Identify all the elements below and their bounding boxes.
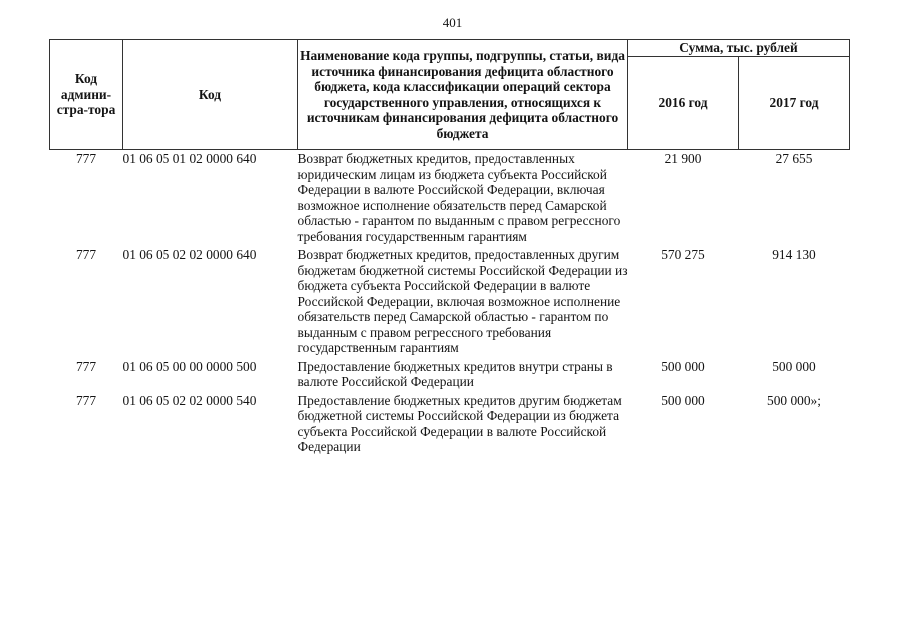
page-number: 401 (442, 15, 463, 30)
cell-2016: 21 900 (664, 151, 702, 166)
cell-admin: 777 (75, 151, 97, 166)
header-year-2016: 2016 год (628, 57, 739, 150)
header-year-2017: 2017 год (739, 57, 850, 150)
cell-admin: 777 (75, 358, 97, 374)
cell-code: 01 06 05 02 02 0000 540 (122, 392, 257, 408)
cell-name: Возврат бюджетных кредитов, предоставленных юридическим лицам из бюджета субъекта Российской Федерации в валюте Российской Федерации, включая возможное исполнение обязательств перед Самарской областью - гарантом по выданным с правом регрессного требования государственным гарантиям (297, 151, 621, 244)
cell-code: 01 06 05 00 00 0000 500 (122, 358, 257, 374)
header-admin-code: Код админи-стра-тора (50, 40, 123, 150)
cell-admin: 777 (75, 247, 97, 262)
header-code: Код (123, 40, 298, 150)
cell-code: 01 06 05 02 02 0000 640 (122, 247, 257, 262)
cell-2017: 500 000»; (767, 392, 821, 408)
cell-name: Предоставление бюджетных кредитов внутри страны в валюте Российской Федерации (297, 358, 613, 389)
header-row-top (50, 40, 850, 57)
cell-code: 01 06 05 01 02 0000 640 (122, 151, 257, 166)
budget-sources-table (49, 39, 850, 458)
cell-2017: 27 655 (775, 151, 813, 166)
cell-2016: 570 275 (661, 247, 705, 262)
cell-2017: 914 130 (772, 247, 816, 262)
table-row (50, 247, 850, 359)
table-row (50, 150, 850, 248)
table-body (50, 150, 850, 458)
table-row (50, 393, 850, 458)
table-row (50, 359, 850, 393)
cell-name: Возврат бюджетных кредитов, предоставленных другим бюджетам бюджетной системы Российской Федерации из бюджета субъекта Российской Федерации в валюте Российской Федерации, включая возможное исполнение обязательств перед Самарской областью - гарантом по выданным с правом регрессного требования государственным гарантиям (297, 247, 628, 355)
cell-name: Предоставление бюджетных кредитов другим бюджетам бюджетной системы Российской Федерации из бюджета субъекта Российской Федерации в валюте Российской Федерации (297, 392, 622, 454)
cell-2016: 500 000 (661, 392, 705, 408)
cell-2017: 500 000 (772, 358, 816, 374)
header-sum: Сумма, тыс. рублей (628, 40, 850, 57)
cell-admin: 777 (75, 392, 97, 408)
table-header (50, 40, 850, 150)
cell-2016: 500 000 (661, 358, 705, 374)
header-name: Наименование кода группы, подгруппы, статьи, вида источника финансирования дефицита областного бюджета, кода классификации операций сектора государственного управления, относящихся к источникам финансирования дефицита областного бюджета (298, 40, 628, 150)
